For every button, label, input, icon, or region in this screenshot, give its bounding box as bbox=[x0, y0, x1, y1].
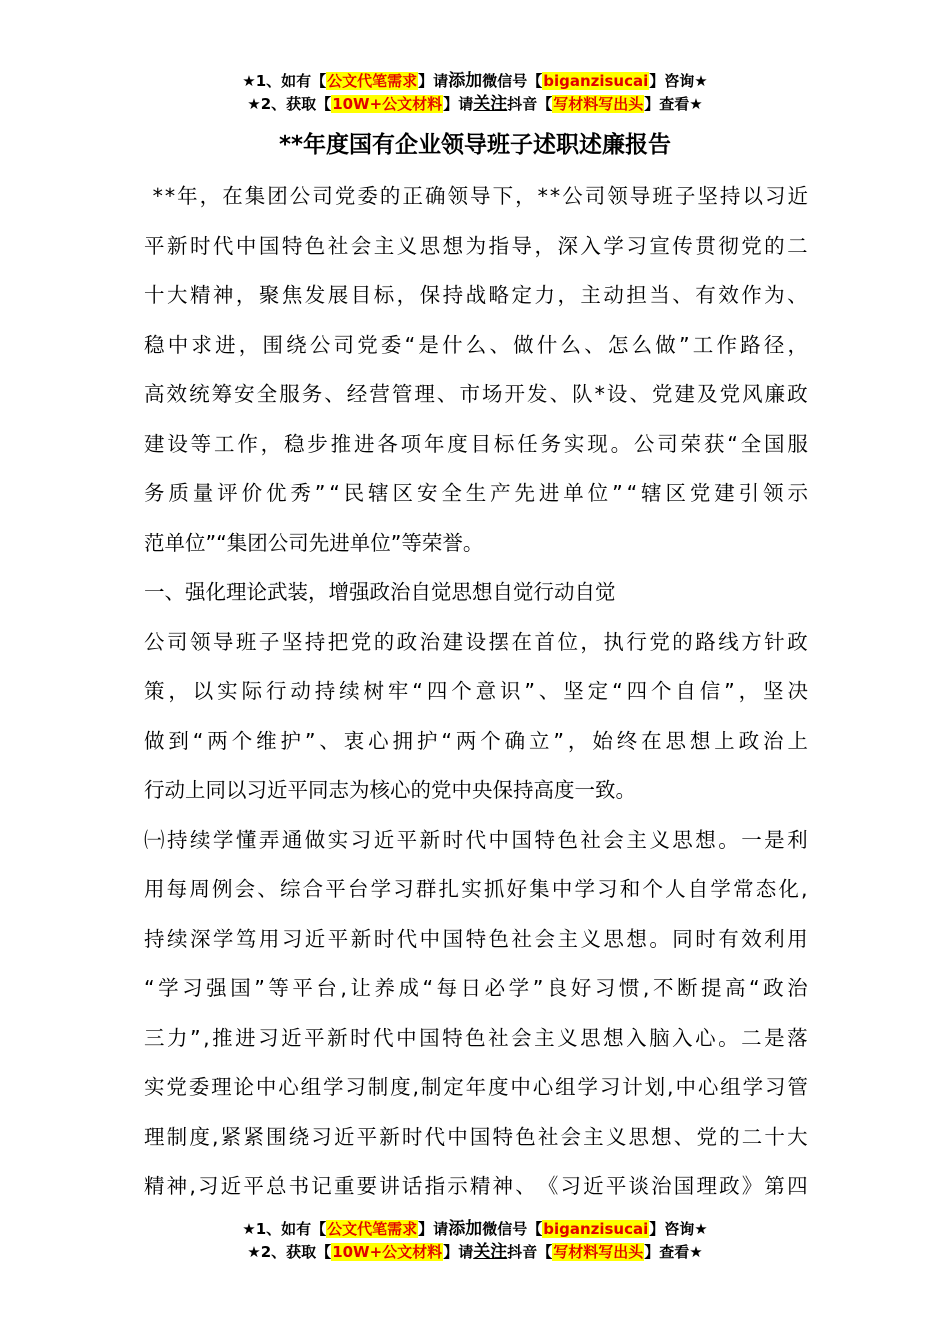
star-icon: ★ bbox=[689, 1243, 703, 1261]
body-text-line: 持 续 深 学 笃 用 习 近 平 新 时 代 中 国 特 色 社 会 主 义 思 想 。 同 时 有 效 利 用 bbox=[144, 926, 808, 951]
highlight-text: 10W+公文材料 bbox=[332, 1243, 443, 1261]
body-text-line: “ 学 习 强 国 ” 等 平 台 , 让 养 成 “ 每 日 必 学 ” 良 好 习 惯 , 不 断 提 高 “ 政 治 bbox=[144, 976, 808, 1000]
header-banner bbox=[0, 70, 950, 116]
body-text-line: 三 力 ” , 推 进 习 近 平 新 时 代 中 国 特 色 社 会 主 义 思 想 入 脑 入 心 。 二 是 落 bbox=[144, 1025, 808, 1050]
banner-text: 】查看 bbox=[644, 95, 690, 113]
highlight-text: biganzisucai bbox=[543, 1220, 649, 1238]
banner-text: 1、如有【 bbox=[255, 72, 327, 90]
body-text-line: ㈠ 持 续 学 懂 弄 通 做 实 习 近 平 新 时 代 中 国 特 色 社 会 主 义 思 想 。 一 是 利 bbox=[144, 827, 808, 852]
banner-line-1 bbox=[0, 70, 950, 93]
body-text-line: 行动上同以习近平同志为核心的党中央保持高度一致。 bbox=[144, 778, 636, 802]
highlight-text: 公文代笔需求 bbox=[327, 1220, 418, 1238]
document-title: **年度国有企业领导班子述职述廉报告 bbox=[278, 132, 672, 158]
emphasis-text: 添加 bbox=[448, 71, 483, 91]
banner-text: 】请 bbox=[418, 1220, 449, 1238]
body-text-line: 范单位”“集团公司先进单位”等荣誉。 bbox=[144, 530, 484, 555]
document-body bbox=[144, 172, 808, 1212]
footer-banner bbox=[0, 1218, 950, 1264]
star-icon: ★ bbox=[247, 1243, 261, 1261]
body-text-line: 实 党 委 理 论 中 心 组 学 习 制 度 , 制 定 年 度 中 心 组 学 习 计 划 , 中 心 组 学 习 管 bbox=[144, 1075, 808, 1099]
banner-text: 】查看 bbox=[644, 1243, 690, 1261]
section-heading: 一、强化理论武装，增强政治自觉思想自觉行动自觉 bbox=[144, 580, 616, 604]
highlight-text: 公文代笔需求 bbox=[327, 72, 418, 90]
emphasis-text: 关注 bbox=[473, 1242, 508, 1262]
banner-line-2 bbox=[0, 93, 950, 116]
body-text-line: 高 效 统 筹 安 全 服 务 、 经 营 管 理 、 市 场 开 发 、 队 * 设 、 党 建 及 党 风 廉 政 bbox=[144, 382, 808, 406]
banner-text: 2、获取【 bbox=[260, 95, 332, 113]
body-text-line: 理 制 度 , 紧 紧 围 绕 习 近 平 新 时 代 中 国 特 色 社 会 主 义 思 想 、 党 的 二 十 大 bbox=[144, 1124, 808, 1149]
banner-line-2 bbox=[0, 1241, 950, 1264]
body-text-line: 务 质 量 评 价 优 秀 ” “ 民 辖 区 安 全 生 产 先 进 单 位 ” “ 辖 区 党 建 引 领 示 bbox=[144, 481, 808, 505]
emphasis-text: 添加 bbox=[448, 1219, 483, 1239]
star-icon: ★ bbox=[689, 95, 703, 113]
banner-text: 抖音【 bbox=[507, 95, 553, 113]
highlight-text: biganzisucai bbox=[543, 72, 649, 90]
banner-text: 抖音【 bbox=[507, 1243, 553, 1261]
body-text-line: 建 设 等 工 作 ， 稳 步 推 进 各 项 年 度 目 标 任 务 实 现 。 公 司 荣 获 “ 全 国 服 bbox=[144, 431, 808, 456]
star-icon: ★ bbox=[242, 1220, 256, 1238]
banner-text: 】请 bbox=[443, 95, 474, 113]
banner-text: 】请 bbox=[418, 72, 449, 90]
emphasis-text: 关注 bbox=[473, 94, 508, 114]
highlight-text: 10W+公文材料 bbox=[332, 95, 443, 113]
body-text-line: 公 司 领 导 班 子 坚 持 把 党 的 政 治 建 设 摆 在 首 位 ， 执 行 党 的 路 线 方 针 政 bbox=[144, 629, 808, 654]
body-text-line: 用 每 周 例 会 、 综 合 平 台 学 习 群 扎 实 抓 好 集 中 学 习 和 个 人 自 学 常 态 化 , bbox=[144, 877, 808, 901]
body-text-line: 精 神 , 习 近 平 总 书 记 重 要 讲 话 指 示 精 神 、 《 习 近 平 谈 治 国 理 政 》 第 四 bbox=[144, 1174, 808, 1198]
banner-text: 2、获取【 bbox=[260, 1243, 332, 1261]
banner-line-1 bbox=[0, 1218, 950, 1241]
banner-text: 】咨询 bbox=[649, 72, 695, 90]
body-text-line: 平 新 时 代 中 国 特 色 社 会 主 义 思 想 为 指 导 ， 深 入 学 习 宣 传 贯 彻 党 的 二 bbox=[144, 233, 808, 258]
body-text-line: 策 ， 以 实 际 行 动 持 续 树 牢 “ 四 个 意 识 ” 、 坚 定 “ 四 个 自 信 ” ， 坚 决 bbox=[144, 679, 808, 703]
body-text-line: 稳 中 求 进 ， 围 绕 公 司 党 委 “ 是 什 么 、 做 什 么 、 怎 么 做 ” 工 作 路 径 ， bbox=[144, 332, 808, 357]
body-text-line: * * 年 ， 在 集 团 公 司 党 委 的 正 确 领 导 下 ， * * 公 司 领 导 班 子 坚 持 以 习 近 bbox=[152, 184, 808, 208]
star-icon: ★ bbox=[694, 72, 708, 90]
banner-text: 】咨询 bbox=[649, 1220, 695, 1238]
highlight-text: 写材料写出头 bbox=[553, 95, 644, 113]
banner-text: 微信号【 bbox=[482, 1220, 543, 1238]
banner-text: 】请 bbox=[443, 1243, 474, 1261]
highlight-text: 写材料写出头 bbox=[553, 1243, 644, 1261]
body-text-line: 做 到 “ 两 个 维 护 ” 、 衷 心 拥 护 “ 两 个 确 立 ” ， 始 终 在 思 想 上 政 治 上 bbox=[144, 728, 808, 753]
star-icon: ★ bbox=[247, 95, 261, 113]
star-icon: ★ bbox=[694, 1220, 708, 1238]
banner-text: 1、如有【 bbox=[255, 1220, 327, 1238]
star-icon: ★ bbox=[242, 72, 256, 90]
body-text-line: 十 大 精 神 ， 聚 焦 发 展 目 标 ， 保 持 战 略 定 力 ， 主 动 担 当 、 有 效 作 为 、 bbox=[144, 283, 808, 307]
banner-text: 微信号【 bbox=[482, 72, 543, 90]
